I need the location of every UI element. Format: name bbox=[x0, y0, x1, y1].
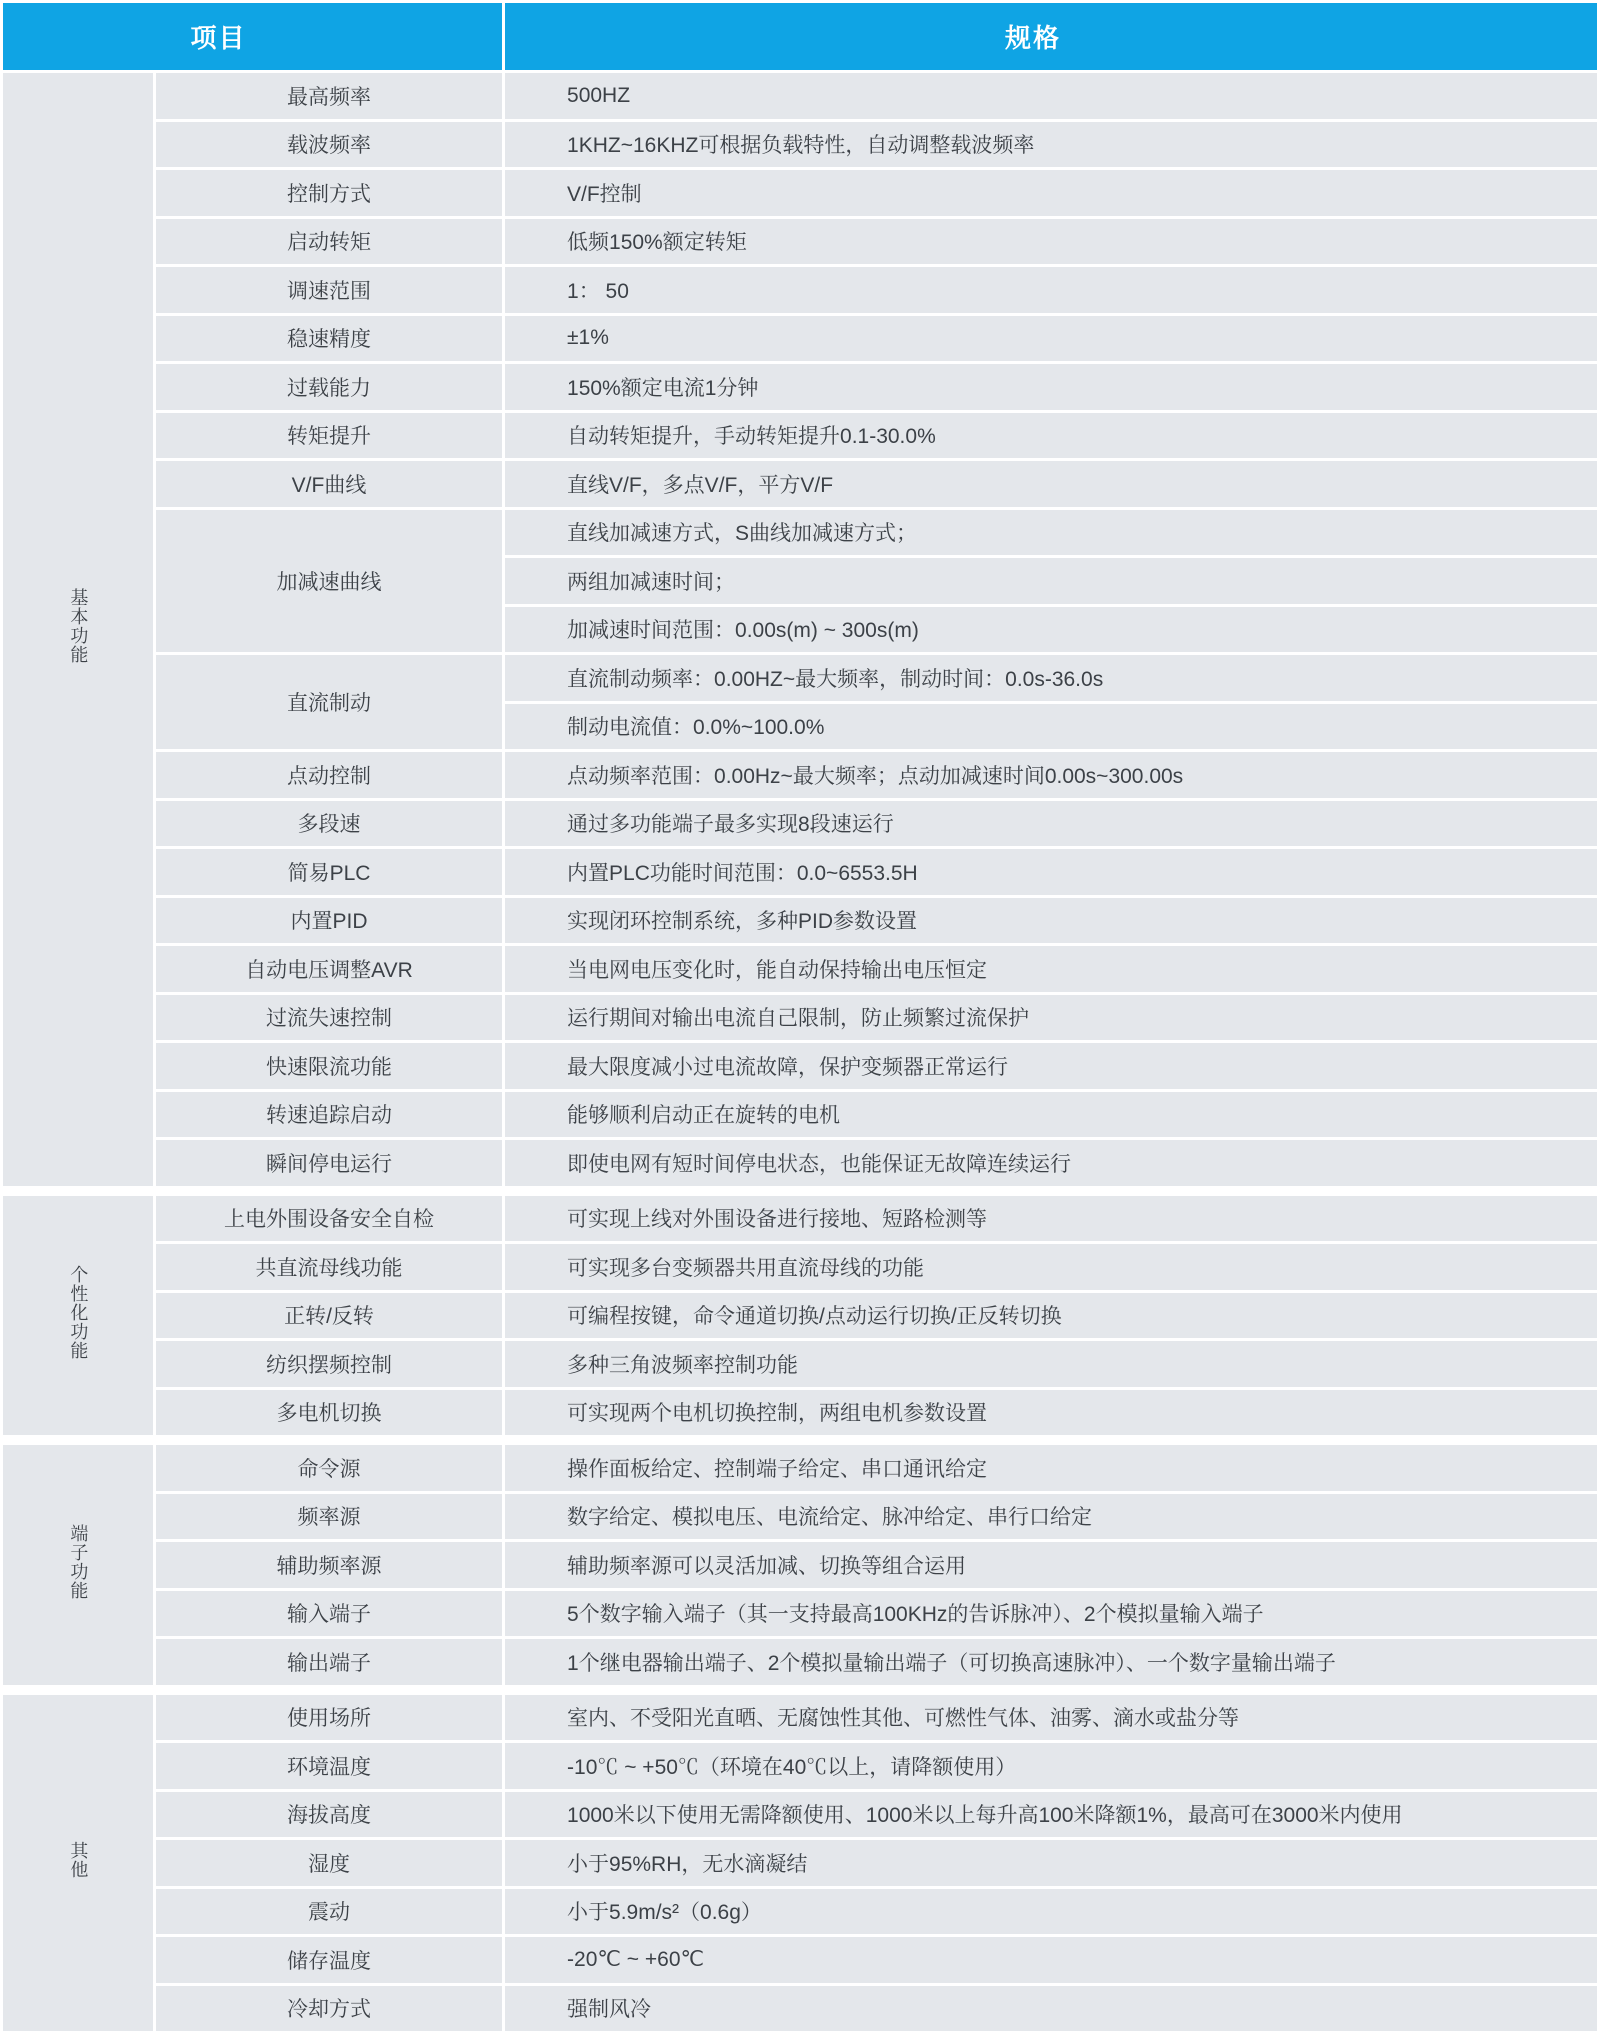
item-label: 过流失速控制 bbox=[156, 995, 502, 1041]
item-label: 命令源 bbox=[156, 1445, 502, 1491]
table-row bbox=[3, 898, 1597, 944]
spec-value: 自动转矩提升，手动转矩提升0.1-30.0% bbox=[505, 413, 1597, 459]
item-label: 正转/反转 bbox=[156, 1293, 502, 1339]
table-row bbox=[3, 1196, 1597, 1242]
section-gap bbox=[3, 1688, 1597, 1692]
spec-value: 5个数字输入端子（其一支持最高100KHz的告诉脉冲）、2个模拟量输入端子 bbox=[505, 1591, 1597, 1637]
table-row bbox=[3, 413, 1597, 459]
item-label: 点动控制 bbox=[156, 752, 502, 798]
item-label: 控制方式 bbox=[156, 170, 502, 216]
header-item-cell bbox=[3, 3, 502, 70]
spec-value: 1KHZ~16KHZ可根据负载特性，自动调整载波频率 bbox=[505, 122, 1597, 168]
item-label: 快速限流功能 bbox=[156, 1043, 502, 1089]
table-row bbox=[3, 1639, 1597, 1685]
item-label: 输出端子 bbox=[156, 1639, 502, 1685]
table-row bbox=[3, 752, 1597, 798]
item-label: 纺织摆频控制 bbox=[156, 1341, 502, 1387]
table-row bbox=[3, 1043, 1597, 1089]
spec-value: 可编程按键，命令通道切换/点动运行切换/正反转切换 bbox=[505, 1293, 1597, 1339]
header-spec-label: 规格 bbox=[1005, 23, 1062, 53]
table-row bbox=[3, 1140, 1597, 1186]
table-row bbox=[3, 122, 1597, 168]
table-row bbox=[3, 461, 1597, 507]
spec-value: 150%额定电流1分钟 bbox=[505, 364, 1597, 410]
table-row bbox=[3, 849, 1597, 895]
table-row bbox=[3, 1889, 1597, 1935]
item-label: 瞬间停电运行 bbox=[156, 1140, 502, 1186]
table-row bbox=[3, 1542, 1597, 1588]
item-label: 转矩提升 bbox=[156, 413, 502, 459]
table-row bbox=[3, 1293, 1597, 1339]
item-label: 海拔高度 bbox=[156, 1792, 502, 1838]
table-row bbox=[3, 316, 1597, 362]
table-row bbox=[3, 1792, 1597, 1838]
spec-value: 室内、不受阳光直晒、无腐蚀性其他、可燃性气体、油雾、滴水或盐分等 bbox=[505, 1695, 1597, 1741]
spec-value: 通过多功能端子最多实现8段速运行 bbox=[505, 801, 1597, 847]
spec-value: 多种三角波频率控制功能 bbox=[505, 1341, 1597, 1387]
section-gap bbox=[3, 1189, 1597, 1193]
spec-value: 可实现多台变频器共用直流母线的功能 bbox=[505, 1244, 1597, 1290]
item-label: 冷却方式 bbox=[156, 1986, 502, 2032]
item-label: 加减速曲线 bbox=[156, 510, 502, 653]
spec-value: -20℃ ~ +60℃ bbox=[505, 1937, 1597, 1983]
group-label: 其他 bbox=[68, 1840, 89, 1879]
header-row bbox=[3, 3, 1597, 70]
table-row bbox=[3, 73, 1597, 119]
spec-value: 最大限度减小过电流故障，保护变频器正常运行 bbox=[505, 1043, 1597, 1089]
section-gap-row bbox=[3, 1438, 1597, 1442]
spec-value: 辅助频率源可以灵活加减、切换等组合运用 bbox=[505, 1542, 1597, 1588]
group-cell bbox=[3, 1695, 153, 2032]
item-label: 稳速精度 bbox=[156, 316, 502, 362]
table-row bbox=[3, 1390, 1597, 1436]
item-label: 过载能力 bbox=[156, 364, 502, 410]
item-label: 频率源 bbox=[156, 1494, 502, 1540]
spec-value: 点动频率范围：0.00Hz~最大频率；点动加减速时间0.00s~300.00s bbox=[505, 752, 1597, 798]
spec-table-body bbox=[3, 73, 1597, 2031]
item-label: 上电外围设备安全自检 bbox=[156, 1196, 502, 1242]
spec-value: 直流制动频率：0.00HZ~最大频率，制动时间：0.0s-36.0s bbox=[505, 655, 1597, 701]
table-row bbox=[3, 1092, 1597, 1138]
item-label: 输入端子 bbox=[156, 1591, 502, 1637]
spec-value: V/F控制 bbox=[505, 170, 1597, 216]
spec-value: ±1% bbox=[505, 316, 1597, 362]
table-row bbox=[3, 1244, 1597, 1290]
item-label: 内置PID bbox=[156, 898, 502, 944]
item-label: 转速追踪启动 bbox=[156, 1092, 502, 1138]
item-label: 辅助频率源 bbox=[156, 1542, 502, 1588]
item-label: 自动电压调整AVR bbox=[156, 946, 502, 992]
table-row bbox=[3, 170, 1597, 216]
spec-value: 直线加减速方式，S曲线加减速方式； bbox=[505, 510, 1597, 556]
item-label: 调速范围 bbox=[156, 267, 502, 313]
spec-value: 强制风冷 bbox=[505, 1986, 1597, 2032]
item-label: V/F曲线 bbox=[156, 461, 502, 507]
spec-value: 即使电网有短时间停电状态，也能保证无故障连续运行 bbox=[505, 1140, 1597, 1186]
section-gap-row bbox=[3, 1189, 1597, 1193]
spec-value: 操作面板给定、控制端子给定、串口通讯给定 bbox=[505, 1445, 1597, 1491]
table-row bbox=[3, 1445, 1597, 1491]
item-label: 湿度 bbox=[156, 1840, 502, 1886]
item-label: 使用场所 bbox=[156, 1695, 502, 1741]
table-row bbox=[3, 801, 1597, 847]
item-label: 最高频率 bbox=[156, 73, 502, 119]
spec-value: 制动电流值：0.0%~100.0% bbox=[505, 704, 1597, 750]
group-cell bbox=[3, 73, 153, 1186]
table-row bbox=[3, 1695, 1597, 1741]
spec-value: 实现闭环控制系统，多种PID参数设置 bbox=[505, 898, 1597, 944]
section-gap-row bbox=[3, 1688, 1597, 1692]
spec-value: 两组加减速时间； bbox=[505, 558, 1597, 604]
spec-value: 直线V/F，多点V/F，平方V/F bbox=[505, 461, 1597, 507]
spec-value: 运行期间对输出电流自己限制，防止频繁过流保护 bbox=[505, 995, 1597, 1041]
table-row bbox=[3, 1591, 1597, 1637]
table-row bbox=[3, 995, 1597, 1041]
item-label: 载波频率 bbox=[156, 122, 502, 168]
item-label: 多电机切换 bbox=[156, 1390, 502, 1436]
spec-value: 小于95%RH，无水滴凝结 bbox=[505, 1840, 1597, 1886]
table-row bbox=[3, 1341, 1597, 1387]
spec-value: -10℃ ~ +50℃（环境在40℃以上，请降额使用） bbox=[505, 1743, 1597, 1789]
table-row bbox=[3, 1986, 1597, 2032]
section-gap bbox=[3, 1438, 1597, 1442]
item-label: 共直流母线功能 bbox=[156, 1244, 502, 1290]
group-label: 基本功能 bbox=[68, 588, 89, 665]
group-label: 端子功能 bbox=[68, 1523, 89, 1600]
item-label: 震动 bbox=[156, 1889, 502, 1935]
group-label: 个性化功能 bbox=[68, 1264, 89, 1360]
table-row bbox=[3, 655, 1597, 701]
spec-value: 加减速时间范围：0.00s(m) ~ 300s(m) bbox=[505, 607, 1597, 653]
spec-value: 数字给定、模拟电压、电流给定、脉冲给定、串行口给定 bbox=[505, 1494, 1597, 1540]
table-row bbox=[3, 1494, 1597, 1540]
item-label: 储存温度 bbox=[156, 1937, 502, 1983]
table-row bbox=[3, 510, 1597, 556]
item-label: 直流制动 bbox=[156, 655, 502, 749]
item-label: 启动转矩 bbox=[156, 219, 502, 265]
item-label: 环境温度 bbox=[156, 1743, 502, 1789]
spec-value: 低频150%额定转矩 bbox=[505, 219, 1597, 265]
table-row bbox=[3, 1743, 1597, 1789]
group-cell bbox=[3, 1445, 153, 1685]
spec-value: 能够顺利启动正在旋转的电机 bbox=[505, 1092, 1597, 1138]
table-row bbox=[3, 946, 1597, 992]
spec-value: 当电网电压变化时，能自动保持输出电压恒定 bbox=[505, 946, 1597, 992]
spec-value: 500HZ bbox=[505, 73, 1597, 119]
table-row bbox=[3, 1840, 1597, 1886]
spec-value: 可实现上线对外围设备进行接地、短路检测等 bbox=[505, 1196, 1597, 1242]
header-spec-cell bbox=[505, 3, 1597, 70]
spec-value: 小于5.9m/s²（0.6g） bbox=[505, 1889, 1597, 1935]
table-row bbox=[3, 267, 1597, 313]
item-label: 多段速 bbox=[156, 801, 502, 847]
item-label: 简易PLC bbox=[156, 849, 502, 895]
spec-value: 可实现两个电机切换控制，两组电机参数设置 bbox=[505, 1390, 1597, 1436]
spec-value: 内置PLC功能时间范围：0.0~6553.5H bbox=[505, 849, 1597, 895]
header-item-label: 项目 bbox=[190, 23, 247, 53]
spec-value: 1： 50 bbox=[505, 267, 1597, 313]
table-row bbox=[3, 1937, 1597, 1983]
spec-value: 1个继电器输出端子、2个模拟量输出端子（可切换高速脉冲）、一个数字量输出端子 bbox=[505, 1639, 1597, 1685]
group-cell bbox=[3, 1196, 153, 1436]
table-row bbox=[3, 364, 1597, 410]
table-row bbox=[3, 219, 1597, 265]
spec-value: 1000米以下使用无需降额使用、1000米以上每升高100米降额1%，最高可在3000米内使用 bbox=[505, 1792, 1597, 1838]
